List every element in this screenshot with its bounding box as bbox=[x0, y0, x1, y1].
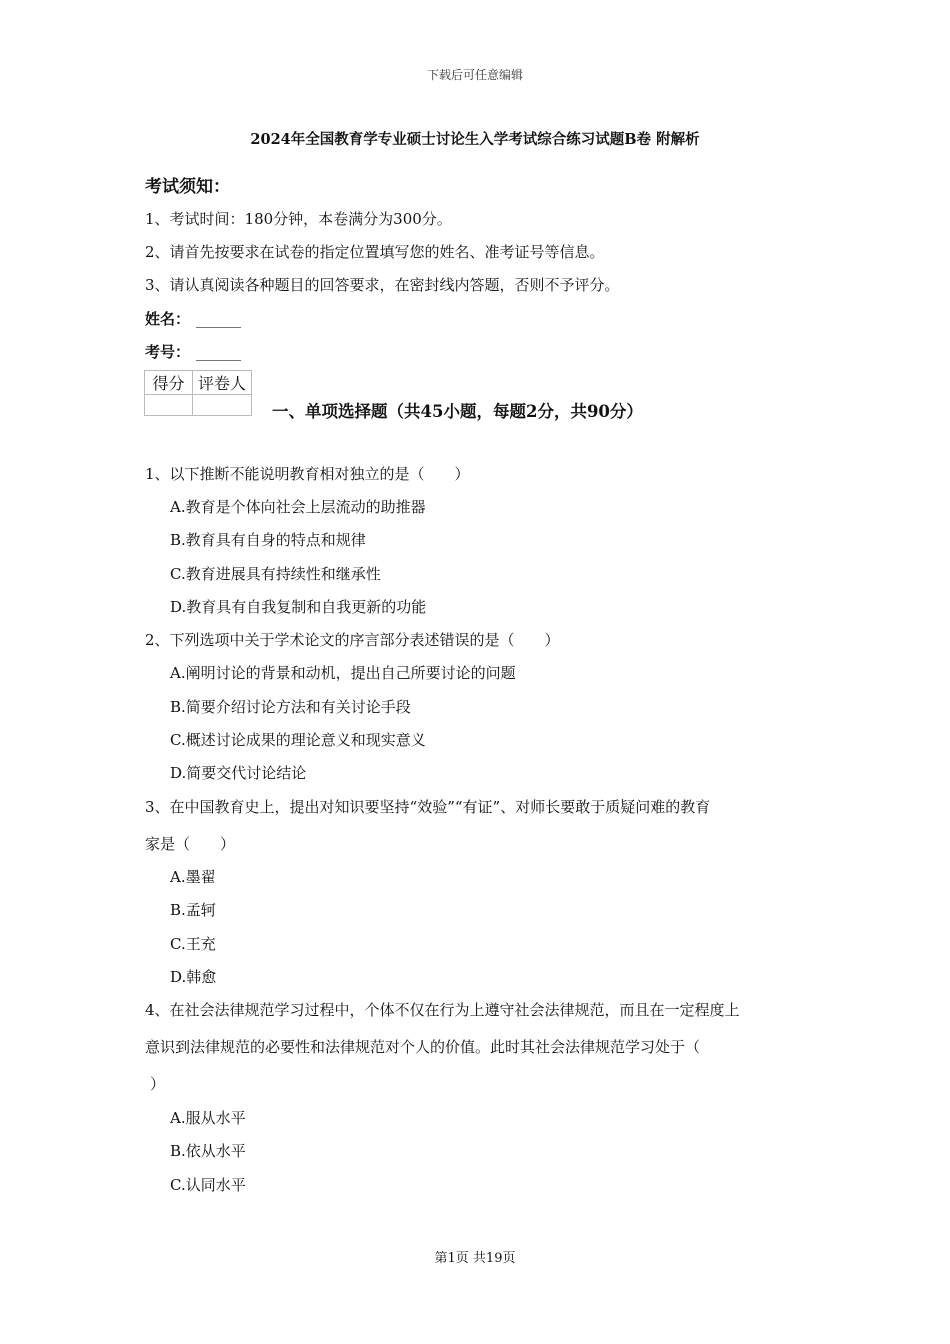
score-table bbox=[144, 370, 252, 416]
name-field bbox=[145, 308, 241, 329]
notice-heading: 考试须知： bbox=[145, 177, 230, 197]
name-label: 姓名： bbox=[145, 310, 191, 328]
question-option: D.简要交代讨论结论 bbox=[170, 764, 307, 782]
id-blank: ______ bbox=[196, 343, 242, 361]
question-stem-continued: ） bbox=[150, 1075, 166, 1093]
score-cell bbox=[145, 395, 193, 416]
grader-header: 评卷人 bbox=[193, 371, 252, 395]
grader-cell bbox=[193, 395, 252, 416]
notice-item: 2、请首先按要求在试卷的指定位置填写您的姓名、准考证号等信息。 bbox=[145, 243, 605, 261]
section-title: 一、单项选择题（共45小题，每题2分，共90分） bbox=[272, 402, 643, 421]
id-field bbox=[145, 341, 241, 362]
score-header: 得分 bbox=[145, 371, 193, 395]
question-option: C.王充 bbox=[170, 935, 216, 953]
question-option: B.依从水平 bbox=[170, 1142, 246, 1160]
question-option: A.阐明讨论的背景和动机，提出自己所要讨论的问题 bbox=[170, 664, 516, 682]
question-option: C.教育进展具有持续性和继承性 bbox=[170, 565, 381, 583]
header-note: 下载后可任意编辑 bbox=[426, 68, 523, 82]
notice-item: 1、考试时间：180分钟，本卷满分为300分。 bbox=[145, 210, 452, 228]
question-stem: 2、下列选项中关于学术论文的序言部分表述错误的是（ ） bbox=[145, 631, 560, 649]
question-option: A.教育是个体向社会上层流动的助推器 bbox=[170, 498, 426, 516]
question-stem: 3、在中国教育史上，提出对知识要坚持“效验”“有证”、对师长要敢于质疑问难的教育 bbox=[145, 798, 711, 816]
name-blank: ______ bbox=[196, 310, 242, 328]
question-option: A.服从水平 bbox=[170, 1109, 246, 1127]
question-option: A.墨翟 bbox=[170, 868, 216, 886]
question-option: B.教育具有自身的特点和规律 bbox=[170, 531, 366, 549]
page-footer: 第1页 共19页 bbox=[434, 1251, 516, 1266]
question-option: C.概述讨论成果的理论意义和现实意义 bbox=[170, 731, 426, 749]
question-option: B.孟轲 bbox=[170, 901, 216, 919]
question-stem: 1、以下推断不能说明教育相对独立的是（ ） bbox=[145, 465, 470, 483]
question-option: B.简要介绍讨论方法和有关讨论手段 bbox=[170, 698, 411, 716]
id-label: 考号： bbox=[145, 343, 191, 361]
question-option: D.教育具有自我复制和自我更新的功能 bbox=[170, 598, 427, 616]
question-option: D.韩愈 bbox=[170, 968, 217, 986]
document-title: 2024年全国教育学专业硕士讨论生入学考试综合练习试题B卷 附解析 bbox=[250, 131, 700, 148]
question-stem-continued: 意识到法律规范的必要性和法律规范对个人的价值。此时其社会法律规范学习处于（ bbox=[145, 1038, 701, 1056]
question-stem: 4、在社会法律规范学习过程中，个体不仅在行为上遵守社会法律规范，而且在一定程度上 bbox=[145, 1001, 740, 1019]
question-stem-continued: 家是（ ） bbox=[145, 835, 236, 853]
question-option: C.认同水平 bbox=[170, 1176, 246, 1194]
notice-item: 3、请认真阅读各种题目的回答要求，在密封线内答题，否则不予评分。 bbox=[145, 276, 620, 294]
